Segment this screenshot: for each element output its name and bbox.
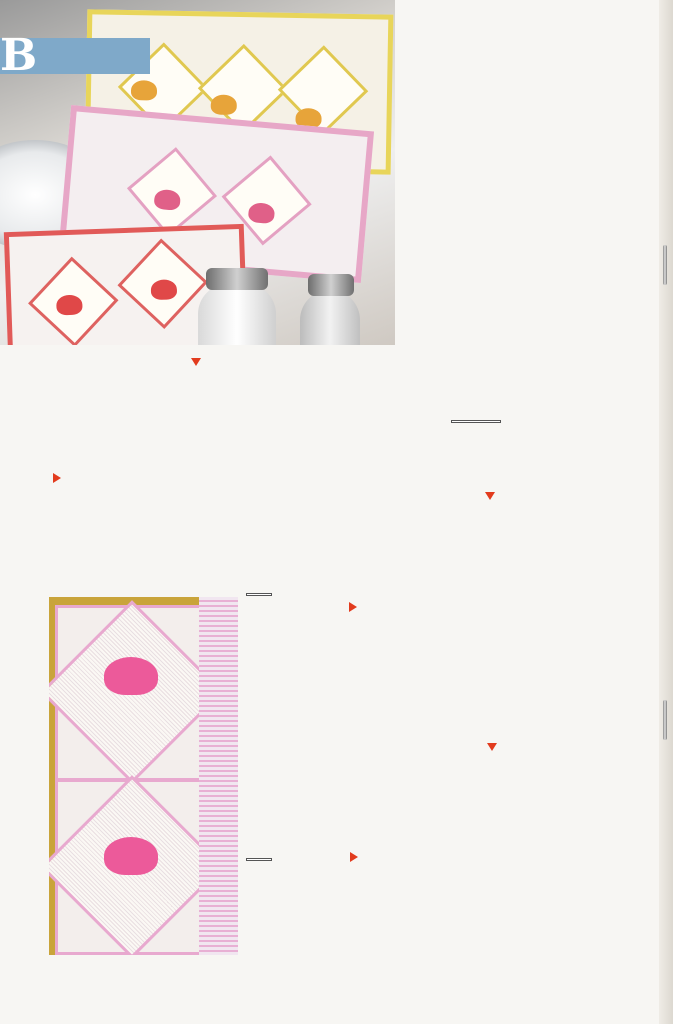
yellow-butterfly-chart xyxy=(364,506,618,713)
red-chart-center-arrow-left xyxy=(53,473,61,483)
legend-pink xyxy=(246,858,272,861)
section-tag xyxy=(0,30,150,81)
legend-header-dmc xyxy=(263,594,271,595)
salt-shaker xyxy=(198,284,276,345)
section-tag-initial: B xyxy=(0,30,37,81)
article-body xyxy=(345,89,617,347)
legend-header-dmc xyxy=(492,421,500,422)
pink-butterfly-chart xyxy=(365,757,619,964)
page-edge xyxy=(659,0,673,1024)
yellow-chart-center-arrow-left xyxy=(349,602,357,612)
yellow-chart-center-arrow-top xyxy=(485,492,495,500)
article-title xyxy=(406,52,616,69)
red-chart-center-arrow-top xyxy=(191,358,201,366)
legend-header-dmc xyxy=(263,859,271,860)
legend-red xyxy=(246,593,272,596)
legend-header-anc xyxy=(460,421,468,422)
legend-header-anc xyxy=(484,421,492,422)
legend-header-anc xyxy=(255,594,263,595)
legend-yellow xyxy=(451,420,501,423)
red-butterfly-chart xyxy=(66,371,320,578)
legend-header-dmc xyxy=(468,421,476,422)
pink-chart-center-arrow-left xyxy=(350,852,358,862)
staple-bottom xyxy=(663,700,667,740)
pink-chart-center-arrow-top xyxy=(487,743,497,751)
top-photo xyxy=(0,0,395,345)
staple-top xyxy=(663,245,667,285)
towel-detail-photo xyxy=(49,597,238,955)
legend-header-anc xyxy=(255,859,263,860)
